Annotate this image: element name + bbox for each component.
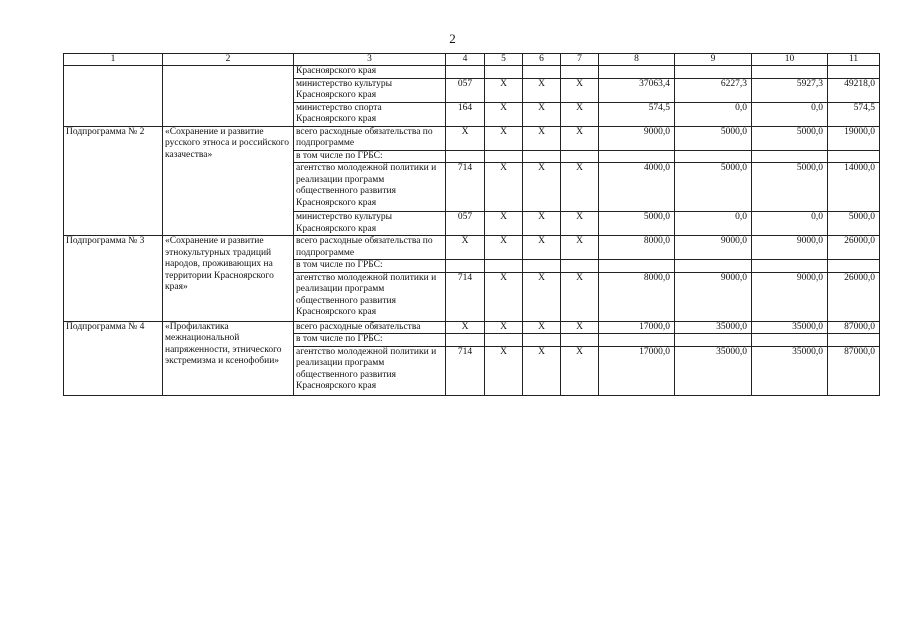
value-cell-c8: 4000,0 xyxy=(599,163,675,212)
value-cell-c5: Х xyxy=(485,272,523,321)
description-cell: министерство культуры Красноярского края xyxy=(294,78,446,102)
column-header: 1 xyxy=(64,54,163,66)
description-cell: министерство спорта Красноярского края xyxy=(294,102,446,126)
value-cell-c5 xyxy=(485,260,523,273)
description-cell: всего расходные обязательства по подпрограмме xyxy=(294,236,446,260)
budget-table xyxy=(63,53,880,396)
value-cell-c4: 714 xyxy=(446,346,485,395)
value-cell-c8: 17000,0 xyxy=(599,321,675,334)
column-header: 11 xyxy=(828,54,880,66)
column-header: 6 xyxy=(523,54,561,66)
value-cell-c7 xyxy=(561,66,599,79)
column-header: 3 xyxy=(294,54,446,66)
value-cell-c7: Х xyxy=(561,321,599,334)
table-row xyxy=(64,236,880,260)
value-cell-c8 xyxy=(599,260,675,273)
value-cell-c6 xyxy=(523,150,561,163)
value-cell-c5: Х xyxy=(485,346,523,395)
value-cell-c10 xyxy=(752,260,828,273)
description-cell: агентство молодежной политики и реализации программ общественного развития Красноярского края xyxy=(294,272,446,321)
value-cell-c10 xyxy=(752,150,828,163)
value-cell-c11: 26000,0 xyxy=(828,272,880,321)
value-cell-c5: Х xyxy=(485,102,523,126)
value-cell-c7 xyxy=(561,150,599,163)
value-cell-c10: 9000,0 xyxy=(752,272,828,321)
description-cell: всего расходные обязательства по подпрограмме xyxy=(294,126,446,150)
description-cell: всего расходные обязательства xyxy=(294,321,446,334)
value-cell-c6 xyxy=(523,260,561,273)
column-header: 5 xyxy=(485,54,523,66)
value-cell-c7: Х xyxy=(561,236,599,260)
program-name-cell: «Сохранение и развитие этнокультурных традиций народов, проживающих на территории Красноярского края» xyxy=(163,236,294,322)
header-row xyxy=(64,54,880,66)
value-cell-c10 xyxy=(752,66,828,79)
value-cell-c10: 5000,0 xyxy=(752,126,828,150)
value-cell-c5: Х xyxy=(485,163,523,212)
program-cell xyxy=(64,66,163,127)
value-cell-c10: 9000,0 xyxy=(752,236,828,260)
value-cell-c6: Х xyxy=(523,346,561,395)
column-header: 7 xyxy=(561,54,599,66)
description-cell: в том числе по ГРБС: xyxy=(294,150,446,163)
value-cell-c5: Х xyxy=(485,78,523,102)
column-header: 4 xyxy=(446,54,485,66)
value-cell-c6: Х xyxy=(523,212,561,236)
value-cell-c8: 9000,0 xyxy=(599,126,675,150)
value-cell-c8: 574,5 xyxy=(599,102,675,126)
value-cell-c4: 057 xyxy=(446,212,485,236)
value-cell-c8: 8000,0 xyxy=(599,236,675,260)
value-cell-c9: 35000,0 xyxy=(675,346,752,395)
value-cell-c6: Х xyxy=(523,78,561,102)
value-cell-c11 xyxy=(828,150,880,163)
value-cell-c5: Х xyxy=(485,321,523,334)
value-cell-c6: Х xyxy=(523,272,561,321)
value-cell-c4 xyxy=(446,334,485,347)
program-cell: Подпрограмма № 2 xyxy=(64,126,163,236)
program-cell: Подпрограмма № 3 xyxy=(64,236,163,322)
value-cell-c11: 5000,0 xyxy=(828,212,880,236)
value-cell-c4: 164 xyxy=(446,102,485,126)
column-header: 8 xyxy=(599,54,675,66)
value-cell-c11: 26000,0 xyxy=(828,236,880,260)
value-cell-c4: Х xyxy=(446,126,485,150)
value-cell-c8: 17000,0 xyxy=(599,346,675,395)
value-cell-c11: 87000,0 xyxy=(828,346,880,395)
value-cell-c9: 9000,0 xyxy=(675,236,752,260)
description-cell: агентство молодежной политики и реализации программ общественного развития Красноярского края xyxy=(294,346,446,395)
value-cell-c9 xyxy=(675,66,752,79)
value-cell-c4: 714 xyxy=(446,163,485,212)
value-cell-c10: 35000,0 xyxy=(752,346,828,395)
value-cell-c5 xyxy=(485,334,523,347)
table-row xyxy=(64,66,880,79)
value-cell-c6 xyxy=(523,334,561,347)
table-row xyxy=(64,126,880,150)
value-cell-c9: 0,0 xyxy=(675,212,752,236)
column-header: 2 xyxy=(163,54,294,66)
value-cell-c7: Х xyxy=(561,78,599,102)
value-cell-c11: 49218,0 xyxy=(828,78,880,102)
value-cell-c11: 19000,0 xyxy=(828,126,880,150)
column-header: 10 xyxy=(752,54,828,66)
value-cell-c9: 5000,0 xyxy=(675,126,752,150)
value-cell-c11: 87000,0 xyxy=(828,321,880,334)
table-body xyxy=(64,66,880,396)
description-cell: агентство молодежной политики и реализации программ общественного развития Красноярского края xyxy=(294,163,446,212)
value-cell-c7 xyxy=(561,260,599,273)
value-cell-c7: Х xyxy=(561,163,599,212)
value-cell-c8 xyxy=(599,334,675,347)
value-cell-c10: 0,0 xyxy=(752,212,828,236)
value-cell-c4: 057 xyxy=(446,78,485,102)
value-cell-c11 xyxy=(828,334,880,347)
value-cell-c4: 714 xyxy=(446,272,485,321)
value-cell-c9: 0,0 xyxy=(675,102,752,126)
value-cell-c9 xyxy=(675,334,752,347)
description-cell: министерство культуры Красноярского края xyxy=(294,212,446,236)
description-cell: Красноярского края xyxy=(294,66,446,79)
value-cell-c8 xyxy=(599,66,675,79)
value-cell-c5: Х xyxy=(485,236,523,260)
value-cell-c10: 5000,0 xyxy=(752,163,828,212)
value-cell-c11 xyxy=(828,66,880,79)
value-cell-c5: Х xyxy=(485,212,523,236)
value-cell-c10: 5927,3 xyxy=(752,78,828,102)
description-cell: в том числе по ГРБС: xyxy=(294,334,446,347)
value-cell-c11 xyxy=(828,260,880,273)
value-cell-c9: 35000,0 xyxy=(675,321,752,334)
value-cell-c5 xyxy=(485,66,523,79)
value-cell-c7: Х xyxy=(561,212,599,236)
value-cell-c7: Х xyxy=(561,102,599,126)
value-cell-c4 xyxy=(446,66,485,79)
value-cell-c7: Х xyxy=(561,126,599,150)
value-cell-c5 xyxy=(485,150,523,163)
program-name-cell: «Сохранение и развитие русского этноса и российского казачества» xyxy=(163,126,294,236)
value-cell-c9: 6227,3 xyxy=(675,78,752,102)
table-row xyxy=(64,321,880,334)
page-number: 2 xyxy=(449,31,456,46)
program-name-cell: «Профилактика межнациональной напряженности, этнического экстремизма и ксенофобии» xyxy=(163,321,294,395)
value-cell-c9 xyxy=(675,260,752,273)
value-cell-c6: Х xyxy=(523,321,561,334)
value-cell-c9: 5000,0 xyxy=(675,163,752,212)
column-header: 9 xyxy=(675,54,752,66)
value-cell-c8: 8000,0 xyxy=(599,272,675,321)
value-cell-c7: Х xyxy=(561,272,599,321)
value-cell-c6: Х xyxy=(523,126,561,150)
value-cell-c10: 0,0 xyxy=(752,102,828,126)
program-name-cell xyxy=(163,66,294,127)
value-cell-c11: 574,5 xyxy=(828,102,880,126)
program-cell: Подпрограмма № 4 xyxy=(64,321,163,395)
value-cell-c4: Х xyxy=(446,321,485,334)
value-cell-c8 xyxy=(599,150,675,163)
value-cell-c4 xyxy=(446,260,485,273)
value-cell-c8: 37063,4 xyxy=(599,78,675,102)
value-cell-c4 xyxy=(446,150,485,163)
value-cell-c6: Х xyxy=(523,236,561,260)
value-cell-c6: Х xyxy=(523,102,561,126)
value-cell-c7 xyxy=(561,334,599,347)
value-cell-c7: Х xyxy=(561,346,599,395)
value-cell-c10: 35000,0 xyxy=(752,321,828,334)
value-cell-c11: 14000,0 xyxy=(828,163,880,212)
value-cell-c9: 9000,0 xyxy=(675,272,752,321)
value-cell-c10 xyxy=(752,334,828,347)
value-cell-c9 xyxy=(675,150,752,163)
value-cell-c5: Х xyxy=(485,126,523,150)
value-cell-c8: 5000,0 xyxy=(599,212,675,236)
value-cell-c4: Х xyxy=(446,236,485,260)
value-cell-c6: Х xyxy=(523,163,561,212)
description-cell: в том числе по ГРБС: xyxy=(294,260,446,273)
value-cell-c6 xyxy=(523,66,561,79)
